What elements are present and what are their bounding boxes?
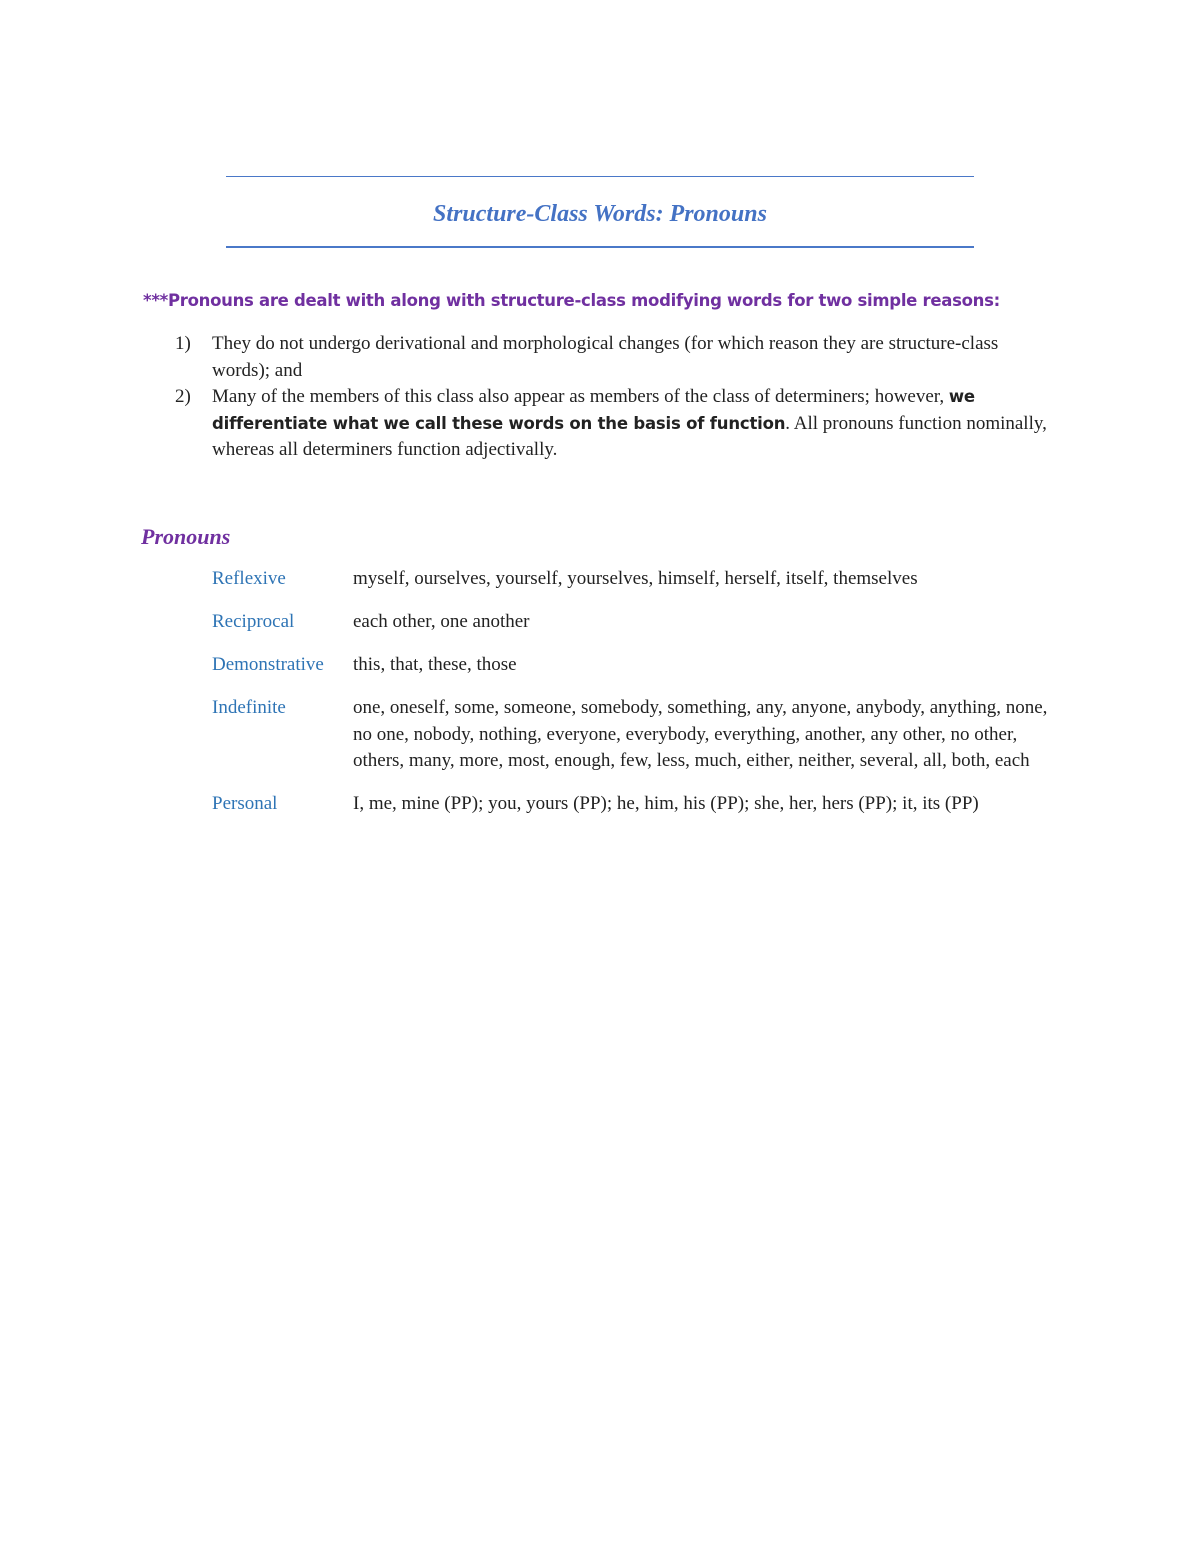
- pronoun-type-name: Reciprocal: [212, 611, 295, 632]
- reason-number: 2): [175, 386, 191, 407]
- reason-item: [175, 331, 1055, 384]
- page-title: Structure-Class Words: Pronouns: [433, 201, 767, 227]
- reason-text: [212, 384, 1055, 464]
- pronoun-type-words: myself, ourselves, yourself, yourselves, himself, herself, itself, themselves: [353, 568, 918, 589]
- pronoun-type-words: this, that, these, those: [353, 654, 517, 675]
- pronoun-type-name: Reflexive: [212, 568, 286, 589]
- pronoun-type-name: Personal: [212, 793, 278, 814]
- reason-text: They do not undergo derivational and morphological changes (for which reason they are structure-class words); and: [212, 333, 999, 381]
- pronoun-type-row: [212, 652, 1062, 679]
- intro-statement: ***Pronouns are dealt with along with structure-class modifying words for two simple reasons:: [143, 291, 1000, 310]
- pronoun-type-row: [212, 566, 1062, 593]
- title-bottom-rule: [226, 246, 974, 248]
- reason-item: [175, 384, 1055, 464]
- pronoun-type-row: [212, 609, 1062, 636]
- pronoun-type-name: Demonstrative: [212, 654, 324, 675]
- pronouns-heading: Pronouns: [141, 524, 231, 549]
- reasons-list: [175, 331, 1055, 464]
- reason-emphasis: we differentiate what we call these words on the basis of function: [212, 387, 975, 433]
- reason-text-end: . All pronouns function nominally, whereas all determiners function adjectivally.: [212, 412, 1047, 460]
- pronoun-type-name: Indefinite: [212, 697, 286, 718]
- pronoun-types-table: [212, 566, 1062, 834]
- title-top-rule: [226, 176, 974, 177]
- pronoun-type-words: I, me, mine (PP); you, yours (PP); he, him, his (PP); she, her, hers (PP); it, its (PP): [353, 793, 979, 814]
- pronoun-type-row: [212, 791, 1062, 818]
- pronoun-type-words: each other, one another: [353, 611, 530, 632]
- pronoun-type-words: one, oneself, some, someone, somebody, something, any, anyone, anybody, anything, none, no one, nobody, nothing, everyone, everybody, everything, another, any other, no other, others, many, more, most, enough, few, less, much, either, neither, several, all, both, each: [353, 697, 1048, 771]
- reason-text-start: Many of the members of this class also appear as members of the class of determiners; however,: [212, 386, 949, 407]
- reason-number: 1): [175, 333, 191, 354]
- pronoun-type-row: [212, 695, 1062, 775]
